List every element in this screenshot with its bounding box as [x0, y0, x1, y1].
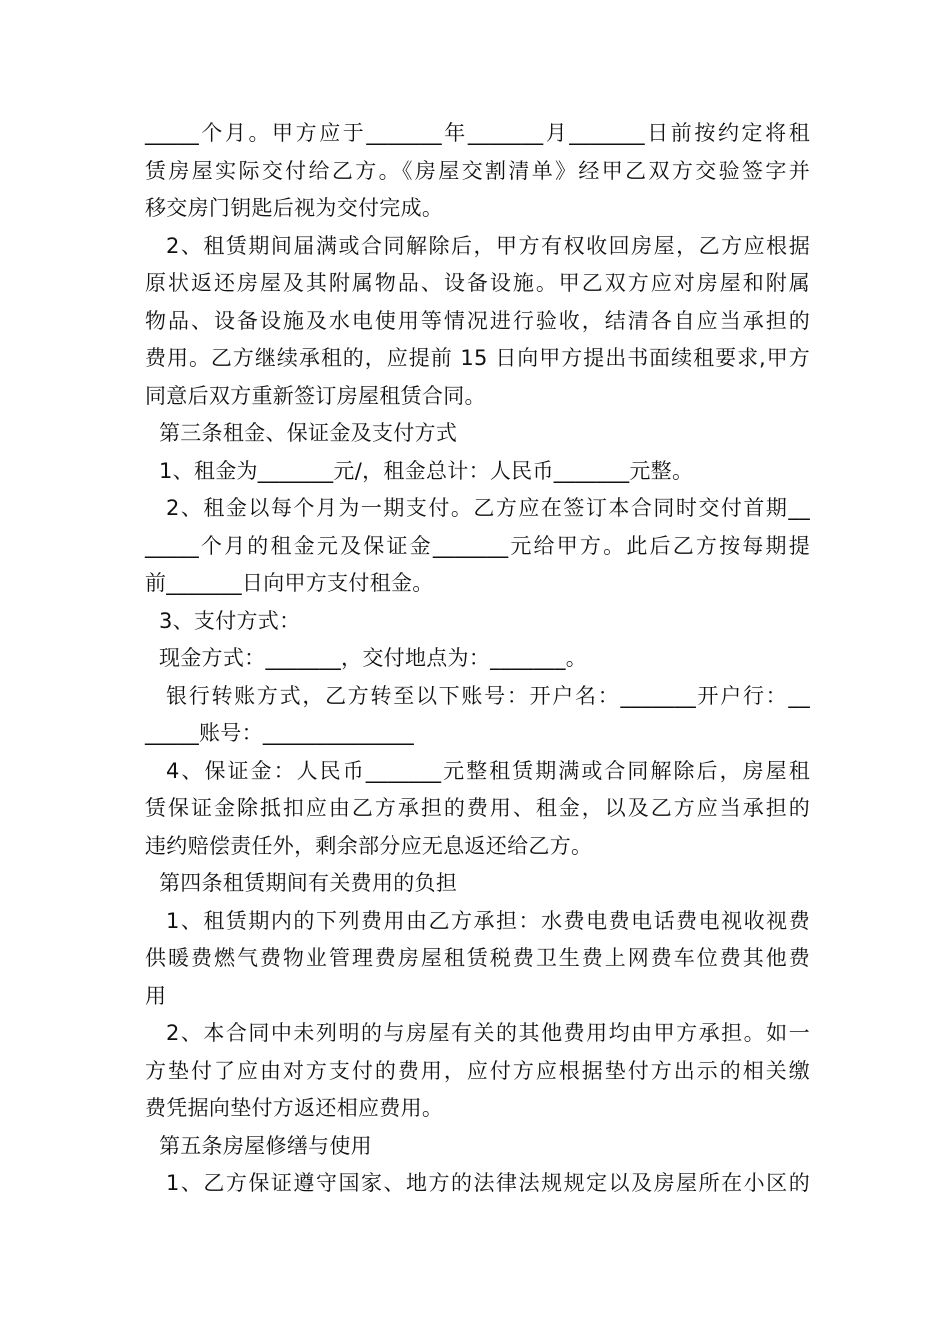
text-line: 1、乙方保证遵守国家、地方的法律法规规定以及房屋所在小区的 — [166, 1171, 810, 1195]
text-line: 前_______日向甲方支付租金。 — [145, 571, 434, 595]
text-line: 费用。乙方继续承租的，应提前 15 日向甲方提出书面续租要求,甲方 — [145, 346, 810, 370]
text-line: 违约赔偿责任外，剩余部分应无息返还给乙方。 — [145, 833, 593, 858]
text-line: 1、租金为_______元/，租金总计：人民币_______元整。 — [145, 458, 694, 483]
text-line: 3、支付方式： — [145, 608, 301, 633]
text-line: 同意后双方重新签订房屋租赁合同。 — [145, 383, 486, 408]
text-line: 物品、设备设施及水电使用等情况进行验收，结清各自应当承担的 — [145, 308, 810, 333]
text-line: 第三条租金、保证金及支付方式 — [145, 421, 458, 445]
text-line: 原状返还房屋及其附属物品、设备设施。甲乙双方应对房屋和附属 — [145, 271, 810, 295]
text-line: _____账号：______________ — [145, 721, 415, 745]
text-line: 2、租赁期间届满或合同解除后，甲方有权收回房屋，乙方应根据 — [166, 233, 810, 258]
text-line: 银行转账方式，乙方转至以下账号：开户名：_______开户行：__ — [166, 683, 810, 708]
text-line: 费凭据向垫付方返还相应费用。 — [145, 1096, 444, 1120]
text-line: 2、本合同中未列明的与房屋有关的其他费用均由甲方承担。如一 — [166, 1021, 810, 1045]
contract-text-body — [145, 115, 810, 1203]
text-line: 现金方式：_______，交付地点为：_______。 — [145, 646, 588, 670]
text-line: 1、租赁期内的下列费用由乙方承担：水费电费电话费电视收视费 — [166, 908, 810, 933]
text-line: 赁房屋实际交付给乙方。《房屋交割清单》经甲乙双方交验签字并 — [145, 158, 810, 183]
text-line: 用 — [145, 983, 167, 1008]
text-line: 方垫付了应由对方支付的费用，应付方应根据垫付方出示的相关缴 — [145, 1058, 810, 1083]
text-line: _____个月。甲方应于_______年_______月_______日前按约定将租 — [145, 121, 810, 145]
text-line: 第五条房屋修缮与使用 — [145, 1133, 372, 1158]
text-line: _____个月的租金元及保证金_______元给甲方。此后乙方按每期提 — [145, 533, 810, 558]
text-line: 赁保证金除抵扣应由乙方承担的费用、租金，以及乙方应当承担的 — [145, 796, 810, 820]
text-line: 移交房门钥匙后视为交付完成。 — [145, 196, 444, 220]
text-line: 2、租金以每个月为一期支付。乙方应在签订本合同时交付首期__ — [166, 496, 810, 520]
text-line: 第四条租赁期间有关费用的负担 — [145, 871, 458, 895]
text-line: 4、保证金：人民币_______元整租赁期满或合同解除后，房屋租 — [166, 758, 810, 783]
text-line: 供暖费燃气费物业管理费房屋租赁税费卫生费上网费车位费其他费 — [145, 946, 810, 970]
